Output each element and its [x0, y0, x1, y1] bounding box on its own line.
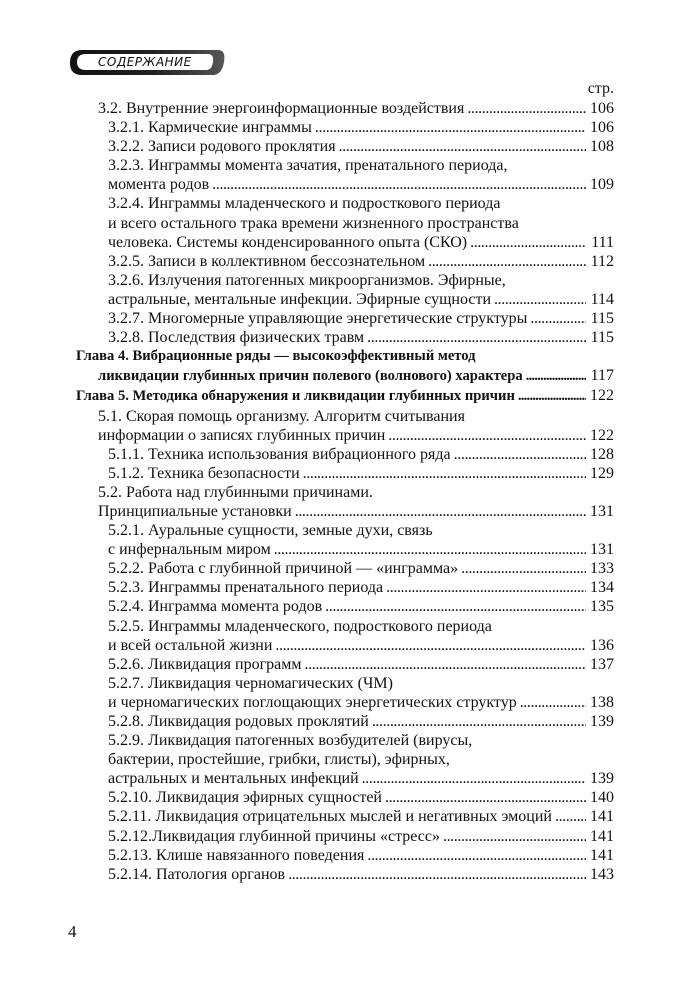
dot-leader	[470, 233, 586, 252]
dot-leader	[386, 578, 586, 597]
toc-entry-line: человека. Системы конденсированного опыта (СКО)	[108, 233, 468, 251]
dot-leader	[275, 636, 586, 655]
dot-leader	[494, 290, 586, 309]
toc-entry-last-line	[108, 309, 614, 328]
toc-entry	[76, 865, 614, 884]
toc-page-number: 133	[590, 560, 614, 578]
toc-entry-line: информации о записях глубинных причин	[98, 426, 386, 444]
toc-entry	[76, 445, 614, 464]
toc-entry-last-line	[108, 693, 614, 712]
toc-entry-line: 5.2.12.Ликвидация глубинной причины «стресс»	[108, 827, 440, 845]
toc-page-number: 136	[590, 636, 614, 654]
toc-entry-line: ликвидации глубинных причин полевого (волнового) характера	[98, 368, 523, 385]
toc-page-number: 135	[590, 598, 614, 616]
dot-leader	[315, 118, 586, 137]
toc-entry-last-line	[108, 445, 614, 464]
toc-page-number: 115	[590, 329, 614, 347]
toc-page-number: 106	[590, 100, 614, 117]
section-header	[68, 48, 228, 78]
toc-entry	[76, 674, 614, 712]
dot-leader	[518, 387, 586, 406]
toc-entry-line: 5.1. Скорая помощь организму. Алгоритм считывания	[98, 407, 465, 425]
toc-entry-last-line	[108, 464, 614, 483]
toc-entry-line: 5.1.1. Техника использования вибрационного ряда	[108, 445, 451, 463]
toc-entry	[76, 118, 614, 137]
dot-leader	[274, 540, 586, 559]
page-column-label: стр.	[587, 80, 614, 97]
dot-leader	[467, 99, 586, 118]
toc-entry-last-line	[108, 118, 614, 137]
toc-entry-last-line	[76, 386, 614, 406]
toc-page-number: 122	[590, 426, 614, 444]
dot-leader	[385, 788, 586, 807]
toc-entry-line: Принципиальные установки	[98, 502, 292, 520]
dot-leader	[295, 502, 586, 521]
toc-entry-line: бактерии, простейшие, грибки, глисты), эфирных,	[108, 751, 450, 769]
dot-leader	[305, 655, 586, 674]
toc-entry-line: 3.2.1. Кармические инграммы	[108, 119, 312, 137]
toc-page-number: 122	[590, 387, 614, 405]
toc-entry	[76, 407, 614, 445]
toc-entry-last-line	[108, 559, 614, 578]
toc-entry	[76, 483, 614, 521]
dot-leader	[367, 846, 586, 865]
toc-entry-last-line	[108, 137, 614, 156]
dot-leader	[443, 827, 586, 846]
toc-entry-line: 5.2.8. Ликвидация родовых проклятий	[108, 713, 369, 730]
toc-entry-last-line	[108, 827, 614, 846]
toc-entry	[76, 386, 614, 406]
toc-page-number: 134	[590, 579, 614, 597]
toc-entry-line: астральных и ментальных инфекций	[108, 770, 359, 788]
toc-page-number: 141	[590, 846, 614, 864]
toc-entry	[76, 464, 614, 483]
toc-entry	[76, 788, 614, 807]
dot-leader	[367, 328, 586, 347]
toc-entry-last-line	[108, 233, 614, 252]
toc-entry	[76, 271, 614, 309]
toc-page-number: 138	[590, 693, 614, 711]
dot-leader	[362, 769, 586, 788]
dot-leader	[339, 137, 586, 156]
dot-leader	[212, 175, 586, 194]
dot-leader	[530, 309, 586, 328]
toc-entry	[76, 99, 614, 118]
toc-entry-last-line	[108, 636, 614, 655]
toc-page-number: 139	[590, 770, 614, 788]
toc-entry	[76, 347, 614, 386]
toc-entry-line: момента родов	[108, 176, 210, 194]
toc-entry	[76, 194, 614, 251]
toc-page-number: 109	[590, 176, 614, 194]
dot-leader	[288, 865, 586, 884]
toc-entry-last-line	[108, 252, 614, 271]
toc-entry-line: 5.2. Работа над глубинными причинами.	[98, 483, 373, 501]
toc-entry-line: 5.2.14. Патология органов	[108, 865, 286, 883]
toc-entry-line: 3.2.6. Излучения патогенных микроорганизмов. Эфирные,	[108, 271, 506, 289]
toc-entry	[76, 712, 614, 731]
toc-entry-line: и всей остальной жизни	[108, 636, 273, 654]
dot-leader	[388, 426, 586, 445]
toc-entry-last-line	[108, 788, 614, 807]
toc-entry-line: и черномагических поглощающих энергетических структур	[108, 693, 517, 711]
toc-entry-line: 5.2.4. Инграмма момента родов	[108, 598, 323, 616]
toc-page-number: 131	[590, 541, 614, 559]
toc-entry-line: 5.2.9. Ликвидация патогенных возбудителей (вирусы,	[108, 732, 473, 750]
toc-entry-line: 3.2.3. Инграммы момента зачатия, пренатального периода,	[108, 157, 508, 175]
dot-leader	[555, 807, 586, 826]
toc-page-number: 129	[590, 464, 614, 482]
toc-entry-last-line	[108, 328, 614, 347]
toc-entry-last-line	[108, 769, 614, 788]
toc-entry	[76, 807, 614, 826]
toc-entry-line: 5.2.3. Инграммы пренатального периода	[108, 579, 384, 597]
toc-entry-line: 5.1.2. Техника безопасности	[108, 464, 300, 482]
toc-entry	[76, 827, 614, 846]
dot-leader	[428, 252, 586, 271]
toc-page-number: 117	[590, 367, 614, 385]
toc-page-number: 115	[590, 310, 614, 328]
toc-entry-line: 5.2.6. Ликвидация программ	[108, 655, 302, 673]
toc-entry	[76, 655, 614, 674]
dot-leader	[454, 445, 586, 464]
toc-entry-line: 3.2.5. Записи в коллективном бессознательном	[108, 252, 426, 270]
toc-page-number: 114	[590, 290, 614, 308]
page-number: 4	[68, 922, 77, 941]
toc-entry-line: 3.2.7. Многомерные управляющие энергетические структуры	[108, 310, 528, 328]
dot-leader	[526, 367, 586, 386]
toc-entry-last-line	[108, 712, 614, 731]
toc-entry-last-line	[108, 865, 614, 884]
toc-entry-last-line	[108, 540, 614, 559]
toc-entry	[76, 731, 614, 788]
toc-entry	[76, 559, 614, 578]
dot-leader	[303, 464, 586, 483]
dot-leader	[461, 559, 586, 578]
toc-entry	[76, 309, 614, 328]
toc-entry-last-line	[108, 655, 614, 674]
dot-leader	[372, 712, 586, 731]
toc-page-number: 106	[590, 119, 614, 137]
toc-entry	[76, 597, 614, 616]
table-of-contents	[76, 99, 614, 884]
toc-page-number: 137	[590, 655, 614, 673]
toc-entry-last-line	[98, 99, 614, 118]
toc-entry-line: 3.2.8. Последствия физических травм	[108, 329, 365, 347]
toc-page-number: 112	[590, 252, 614, 270]
toc-page-number: 108	[590, 138, 614, 156]
toc-entry-line: 5.2.13. Клише навязанного поведения	[108, 846, 365, 864]
toc-entry-last-line	[98, 502, 614, 521]
toc-entry-last-line	[76, 366, 614, 386]
toc-entry-last-line	[98, 426, 614, 445]
toc-entry-line: 3.2.2. Записи родового проклятия	[108, 138, 336, 156]
toc-entry	[76, 578, 614, 597]
toc-entry-last-line	[108, 578, 614, 597]
toc-entry	[76, 328, 614, 347]
toc-page-number: 111	[591, 233, 614, 251]
toc-entry-line: 5.2.1. Ауральные сущности, земные духи, связь	[108, 522, 433, 540]
toc-entry	[76, 137, 614, 156]
toc-page-number: 141	[590, 827, 614, 845]
toc-page-number: 131	[590, 502, 614, 520]
toc-entry-last-line	[108, 807, 614, 826]
toc-entry-last-line	[108, 175, 614, 194]
header-title: СОДЕРЖАНИЕ	[98, 55, 192, 69]
toc-entry-line: и всего остального трака времени жизненного пространства	[108, 214, 519, 232]
toc-entry	[76, 846, 614, 865]
dot-leader	[325, 597, 586, 616]
toc-entry-line: 5.2.11. Ликвидация отрицательных мыслей и негативных эмоций	[108, 808, 552, 826]
toc-entry-line: 5.2.7. Ликвидация черномагических (ЧМ)	[108, 674, 393, 692]
toc-entry-line: 5.2.10. Ликвидация эфирных сущностей	[108, 789, 382, 807]
toc-entry	[76, 617, 614, 655]
toc-page-number: 128	[590, 445, 614, 463]
toc-entry	[76, 521, 614, 559]
toc-page-number: 143	[590, 865, 614, 883]
toc-entry-last-line	[108, 597, 614, 616]
toc-page-number: 140	[590, 789, 614, 807]
toc-entry-line: Глава 4. Вибрационные ряды — высокоэффективный метод	[76, 348, 476, 365]
toc-entry-line: с инфернальным миром	[108, 541, 271, 559]
toc-entry-line: 5.2.2. Работа с глубинной причиной — «инграмма»	[108, 560, 459, 578]
toc-entry-line: Глава 5. Методика обнаружения и ликвидации глубинных причин	[76, 388, 515, 405]
toc-entry	[76, 156, 614, 194]
dot-leader	[520, 693, 586, 712]
toc-entry-last-line	[108, 290, 614, 309]
toc-entry-line: 3.2. Внутренние энергоинформационные воздействия	[98, 100, 465, 117]
toc-page-number: 141	[590, 808, 614, 826]
toc-entry-last-line	[108, 846, 614, 865]
toc-entry-line: 5.2.5. Инграммы младенческого, подросткового периода	[108, 617, 492, 635]
toc-page-number: 139	[590, 713, 614, 730]
toc-entry-line: 3.2.4. Инграммы младенческого и подросткового периода	[108, 195, 501, 213]
toc-entry	[76, 252, 614, 271]
toc-entry-line: астральные, ментальные инфекции. Эфирные сущности	[108, 290, 492, 308]
